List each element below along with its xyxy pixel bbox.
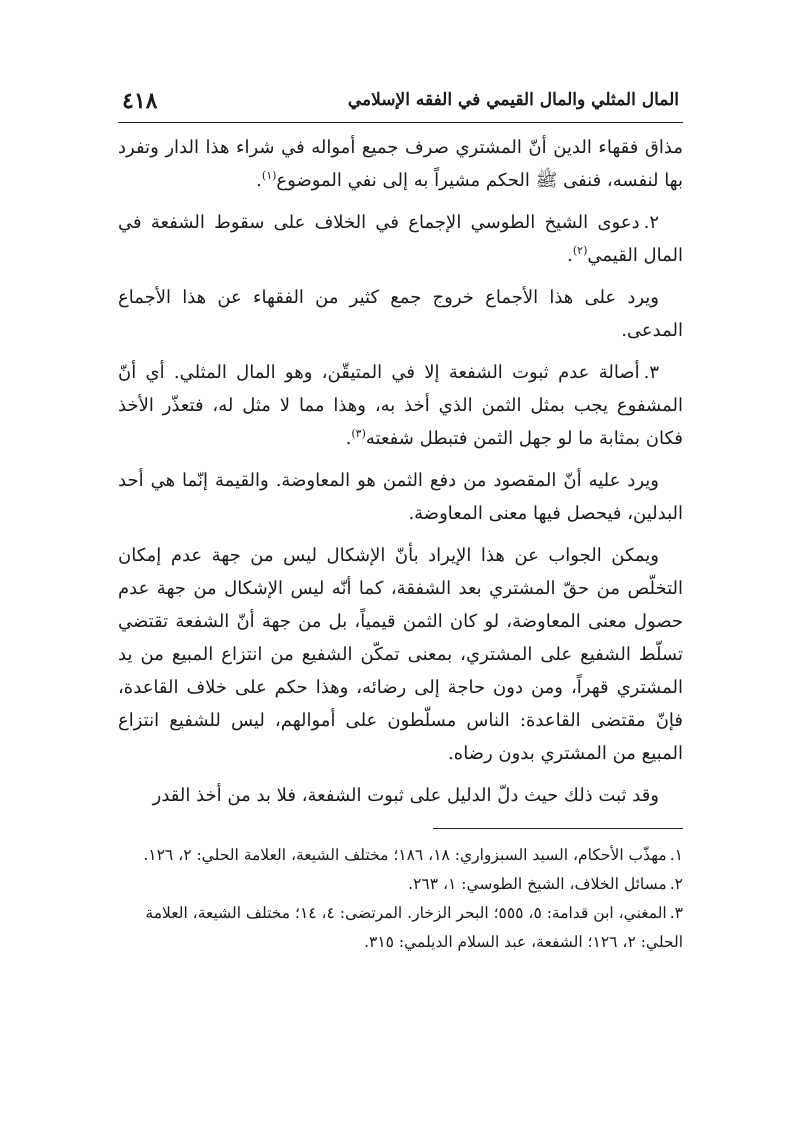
footnote-ref-2: (٢) — [572, 244, 588, 257]
footnote-1 — [118, 841, 683, 870]
footnote-text: المغني، ابن قدامة: ٥، ٥٥٥؛ البحر الزخار. المرتضى: ٤، ١٤؛ مختلف الشيعة، العلامة الحلي: ٢، ١٢٦؛ الشفعة، عبد السلام الديلمي: ٣١٥. — [145, 904, 683, 951]
list-number: ٣. — [643, 362, 659, 383]
paragraph-text: ويرد على هذا الأجماع خروج جمع كثير من الفقهاء عن هذا الأجماع المدعى. — [118, 287, 683, 341]
body-text — [118, 131, 683, 812]
footnote-text: مسائل الخلاف، الشيخ الطوسي: ١، ٢٦٣. — [408, 875, 667, 893]
footnote-text: مهذّب الأحكام، السيد السبزواري: ١٨، ١٨٦؛ مختلف الشيعة، العلامة الحلي: ٢، ١٢٦. — [143, 846, 667, 864]
paragraph-tail: . — [256, 170, 262, 191]
paragraph-6 — [118, 539, 683, 770]
paragraph-text: وقد ثبت ذلك حيث دلّ الدليل على ثبوت الشفعة، فلا بد من أخذ القدر — [152, 785, 659, 806]
paragraph-text: مذاق فقهاء الدين أنّ المشتري صرف جميع أمواله في شراء هذا الدار وتفرد بها لنفسه، فنفى ﷺ الحكم مشيراً به إلى نفي الموضوع — [118, 137, 683, 191]
paragraph-3 — [118, 281, 683, 347]
paragraph-text: ويمكن الجواب عن هذا الإيراد بأنّ الإشكال ليس من جهة عدم إمكان التخلّص من حقّ المشتري بعد الشفقة، كما أنّه ليس الإشكال من جهة عدم حصول معنى المعاوضة، لو كان الثمن قيمياً، بل من جهة أنّ الشفعة تقتضي تسلّط الشفيع على المشتري، بمعنى تمكّن الشفيع من انتزاع المبيع من يد المشتري قهراً، ومن دون حاجة إلى رضائه، وهذا حكم على خلاف القاعدة، فإنّ مقتضى القاعدة: الناس مسلّطون على أموالهم، ليس للشفيع انتزاع المبيع من المشتري بدون رضاه. — [118, 545, 683, 764]
header-title: المال المثلي والمال القيمي في الفقه الإسلامي — [347, 90, 679, 110]
footnote-2 — [118, 870, 683, 899]
paragraph-tail: . — [567, 245, 573, 266]
paragraph-text: أصالة عدم ثبوت الشفعة إلا في المتيقّن، وهو المال المثلي. أي أنّ المشفوع يجب بمثل الثمن الذي أخذ به، وهذا مما لا مثل له، فتعذّر الأخذ فكان بمثابة ما لو جهل الثمن فتبطل شفعته — [118, 362, 683, 449]
footnotes — [118, 841, 683, 957]
paragraph-5 — [118, 464, 683, 530]
paragraph-7 — [118, 779, 683, 812]
paragraph-4 — [118, 356, 683, 455]
footnote-3 — [118, 899, 683, 957]
paragraph-1 — [118, 131, 683, 197]
paragraph-text: دعوى الشيخ الطوسي الإجماع في الخلاف على سقوط الشفعة في المال القيمي — [118, 212, 683, 266]
book-page — [118, 78, 683, 1088]
page-number: ٤١٨ — [122, 88, 158, 114]
footnote-number: ١. — [669, 846, 683, 864]
footnote-ref-3: (٣) — [351, 427, 366, 440]
paragraph-2 — [118, 206, 683, 272]
paragraph-text: ويرد عليه أنّ المقصود من دفع الثمن هو المعاوضة. والقيمة إنّما هي أحد البدلين، فيحصل فيها معنى المعاوضة. — [118, 470, 683, 524]
footnote-ref-1: (١) — [261, 169, 277, 182]
footnote-number: ٢. — [669, 875, 683, 893]
running-header — [118, 78, 683, 123]
footnote-number: ٣. — [669, 904, 683, 922]
footnote-divider — [433, 828, 683, 829]
list-number: ٢. — [643, 212, 659, 233]
paragraph-tail: . — [345, 428, 352, 449]
